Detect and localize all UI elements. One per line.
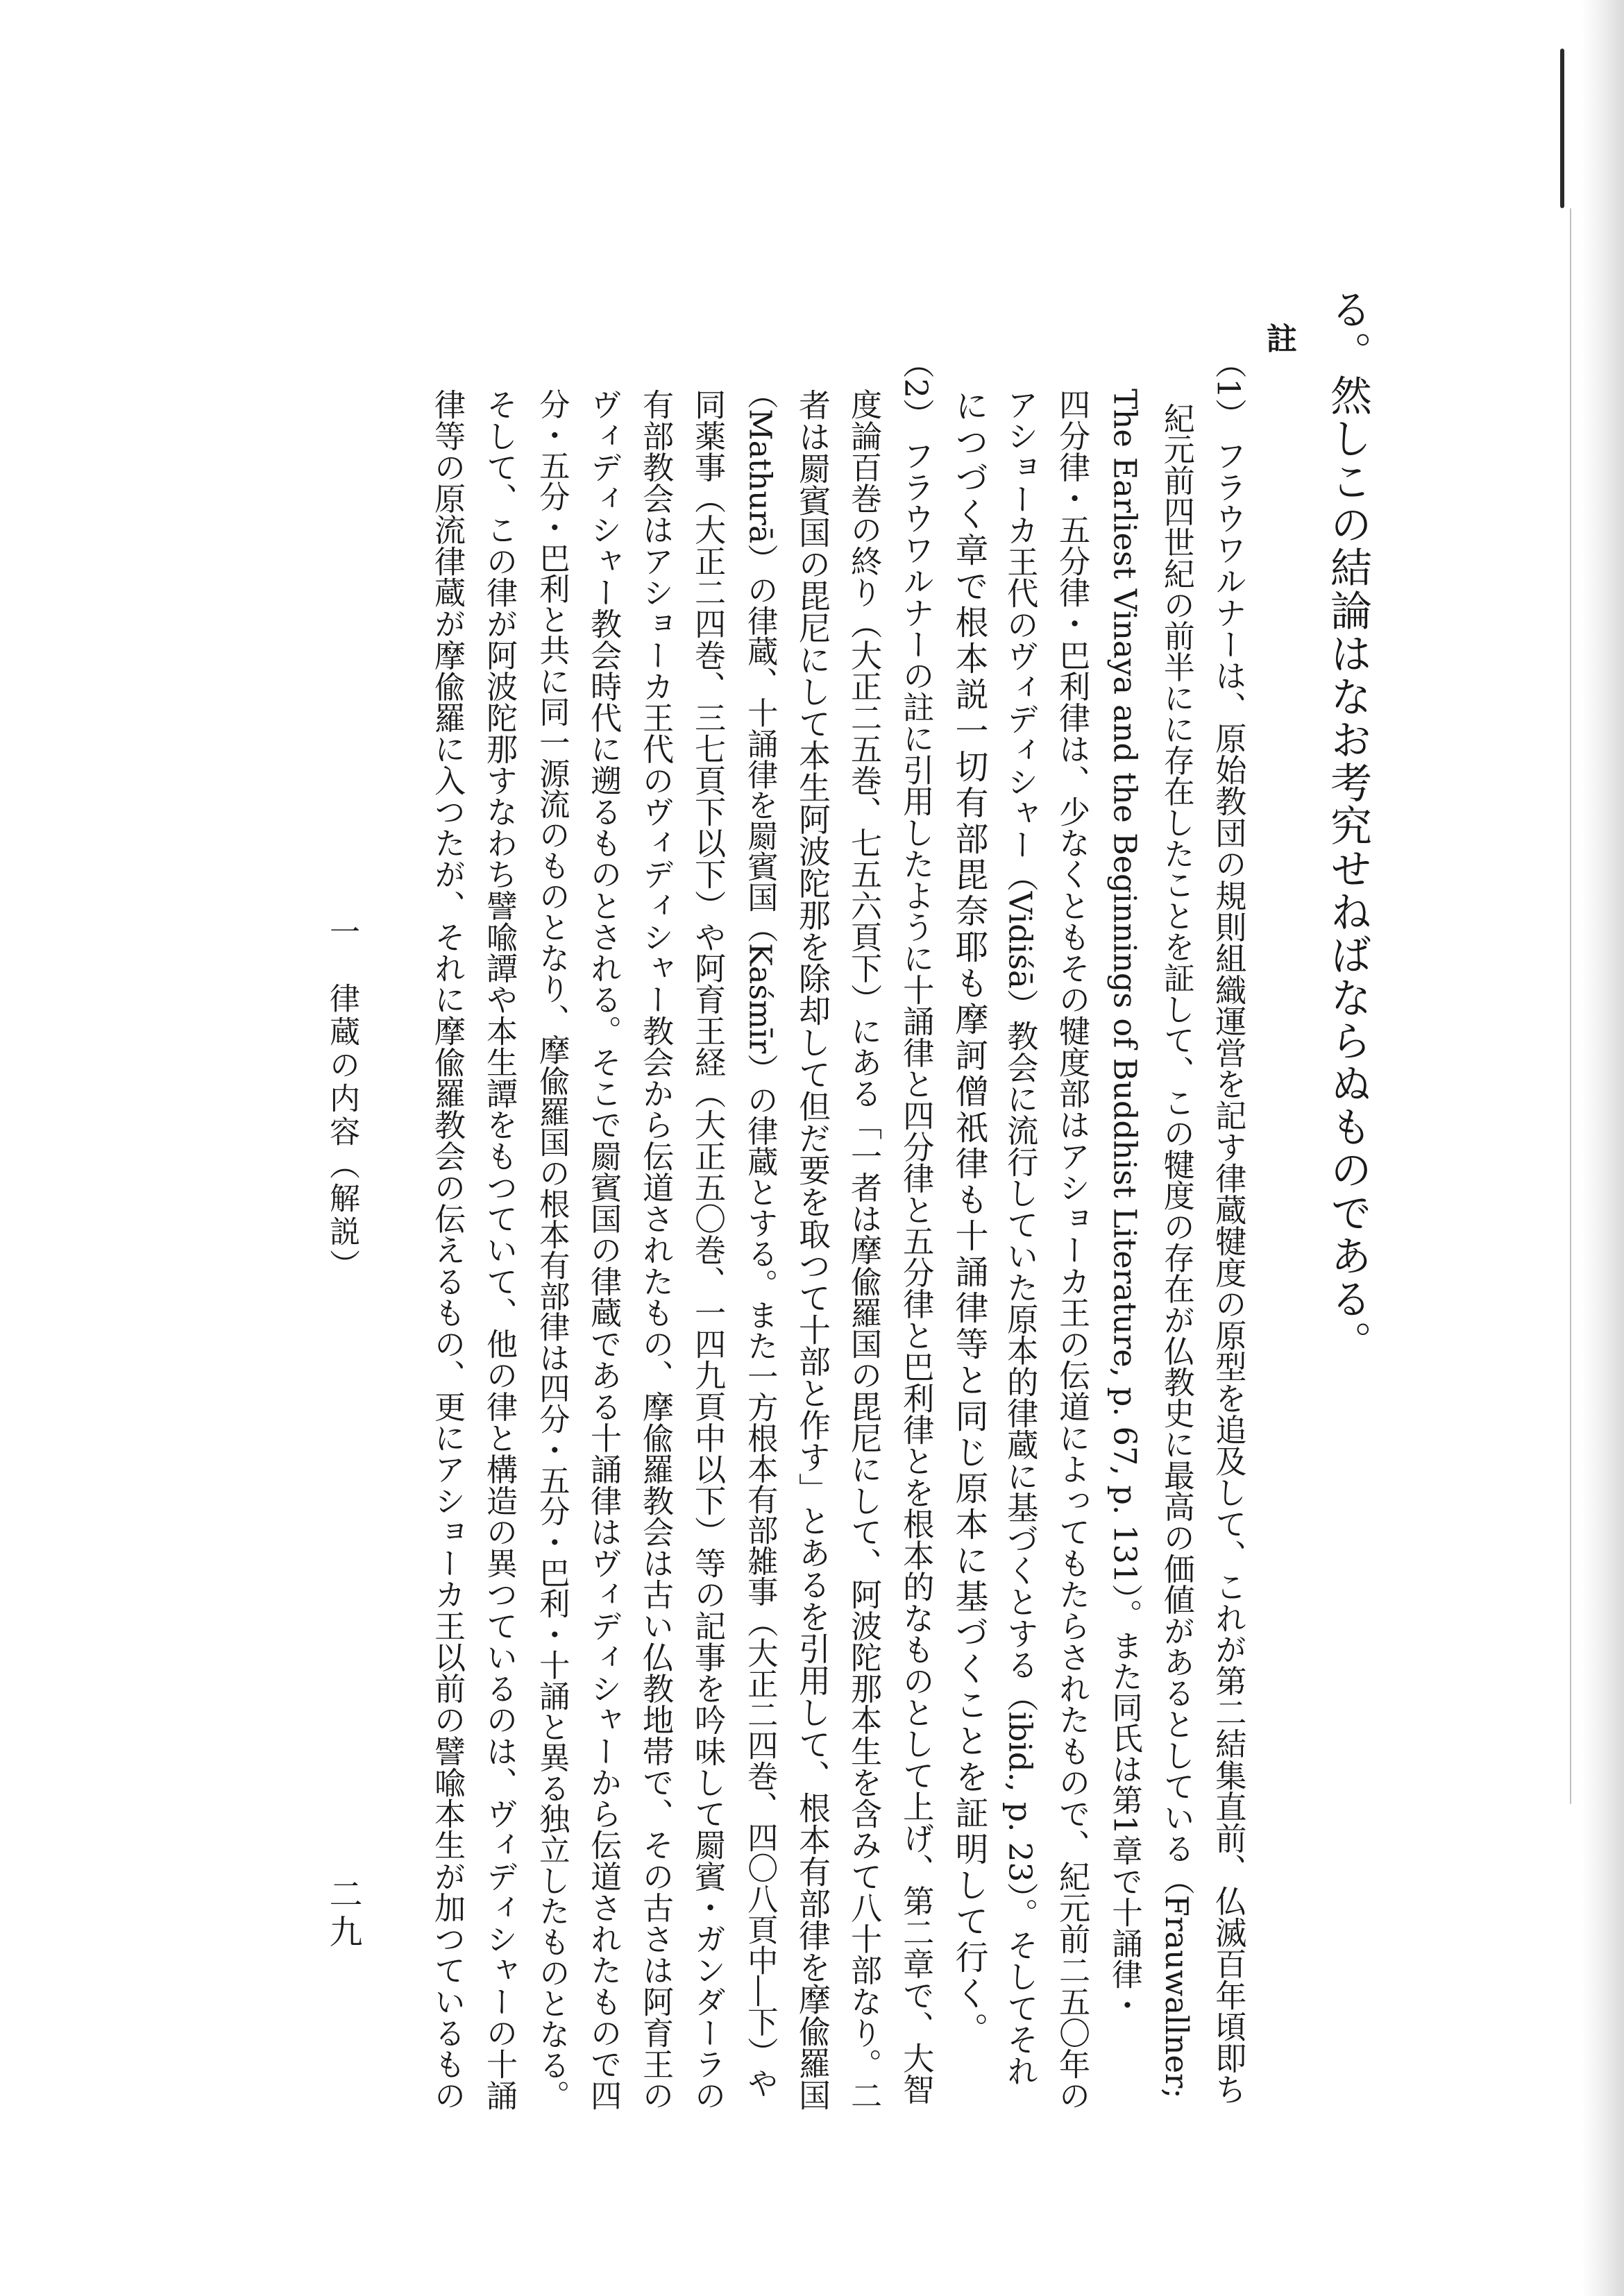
- paper-edge-shadow: [1582, 0, 1624, 2296]
- notes-heading: 註: [1261, 323, 1296, 353]
- note-line: 紀元前四世紀の前半にに存在したことを証して、この犍度の存在が仏教史に最高の価値があるとしている（Frauwallner;: [1158, 402, 1195, 2099]
- note-line: につづく章で根本説一切有部毘奈耶も摩訶僧祇律も十誦律等と同じ原本に基づくことを証明して行く。: [949, 389, 988, 2048]
- page-number: 二九: [323, 1877, 362, 1952]
- note-line: 律等の原流律蔵が摩偸羅に入つたが、それに摩偸羅教会の伝えるもの、更にアショーカ王以前の譬喩本生が加つているもの: [429, 389, 466, 2111]
- note-line: 同薬事（大正二四巻、三七頁下以下）や阿育王経（大正五〇巻、一四九頁中以下）等の記事を吟味して罽賓・ガンダーラの: [689, 389, 727, 2111]
- note-line: （Mathurā）の律蔵、十誦律を罽賓国（Kaśmīr）の律蔵とする。また一方根本有部雑事（大正二四巻、四〇八頁中―下）や: [742, 378, 778, 2098]
- note-line: The Earliest Vinaya and the Beginnings of Buddhist Literature, p. 67, p. 131）。また同氏は第1章で十誦律・: [1106, 389, 1142, 2021]
- note-line: ヴィディシャー教会時代に遡るものとされる。そこで罽賓国の律蔵である十誦律はヴィディシャーから伝道されたもので四: [585, 389, 623, 2111]
- note-line: そして、この律が阿波陀那すなわち譬喩譚や本生譚をもつていて、他の律と構造の異つているのは、ヴィディシャーの十誦: [481, 389, 518, 2111]
- note-line: 分・五分・巴利と共に同一源流のものとなり、摩偸羅国の根本有部律は四分・五分・巴利・十誦と異る独立したものとなる。: [534, 389, 570, 2111]
- note-line: 有部教会はアショーカ王代のヴィディシャー教会から伝道されたもの、摩偸羅教会は古い仏教地帯で、その古さは阿育王の: [637, 389, 675, 2111]
- note-line: （1） フラウワルナーは、原始教団の規則組織運営を記す律蔵犍度の原型を追及して、これが第二結集直前、仏滅百年頃即ち: [1210, 347, 1247, 2105]
- note-line: アショーカ王代のヴィディシャー（Vidiśā）教会に流行していた原本的律蔵に基づくとする（ibid., p. 23）。そしてそれ: [1001, 389, 1039, 2086]
- binding-edge-mark: [1560, 49, 1564, 208]
- note-line: 四分律・五分律・巴利律は、少なくともその犍度部はアショーカ王の伝道によってもたらされたもので、紀元前二五〇年の: [1054, 389, 1091, 2111]
- binding-edge-line: [1570, 208, 1571, 1804]
- main-text-line: る。然しこの結論はなお考究せねばならぬものである。: [1323, 288, 1372, 1363]
- note-line: 度論百巻の終り（大正二五巻、七五六頁下）にある「一者は摩偸羅国の毘尼にして、阿波陀那本生を含みて八十部なり。二: [845, 389, 883, 2111]
- note-line: 者は罽賓国の毘尼にして本生阿波陀那を除却して但だ要を取つて十部と作す」とあるを引用して、根本有部律を摩偸羅国: [793, 389, 831, 2111]
- running-head: 一 律蔵の内容（解説）: [324, 916, 360, 1282]
- note-line: （2） フラウワルナーの註に引用したように十誦律と四分律と五分律と巴利律とを根本的なものとして上げ、第二章で、大智: [897, 347, 935, 2105]
